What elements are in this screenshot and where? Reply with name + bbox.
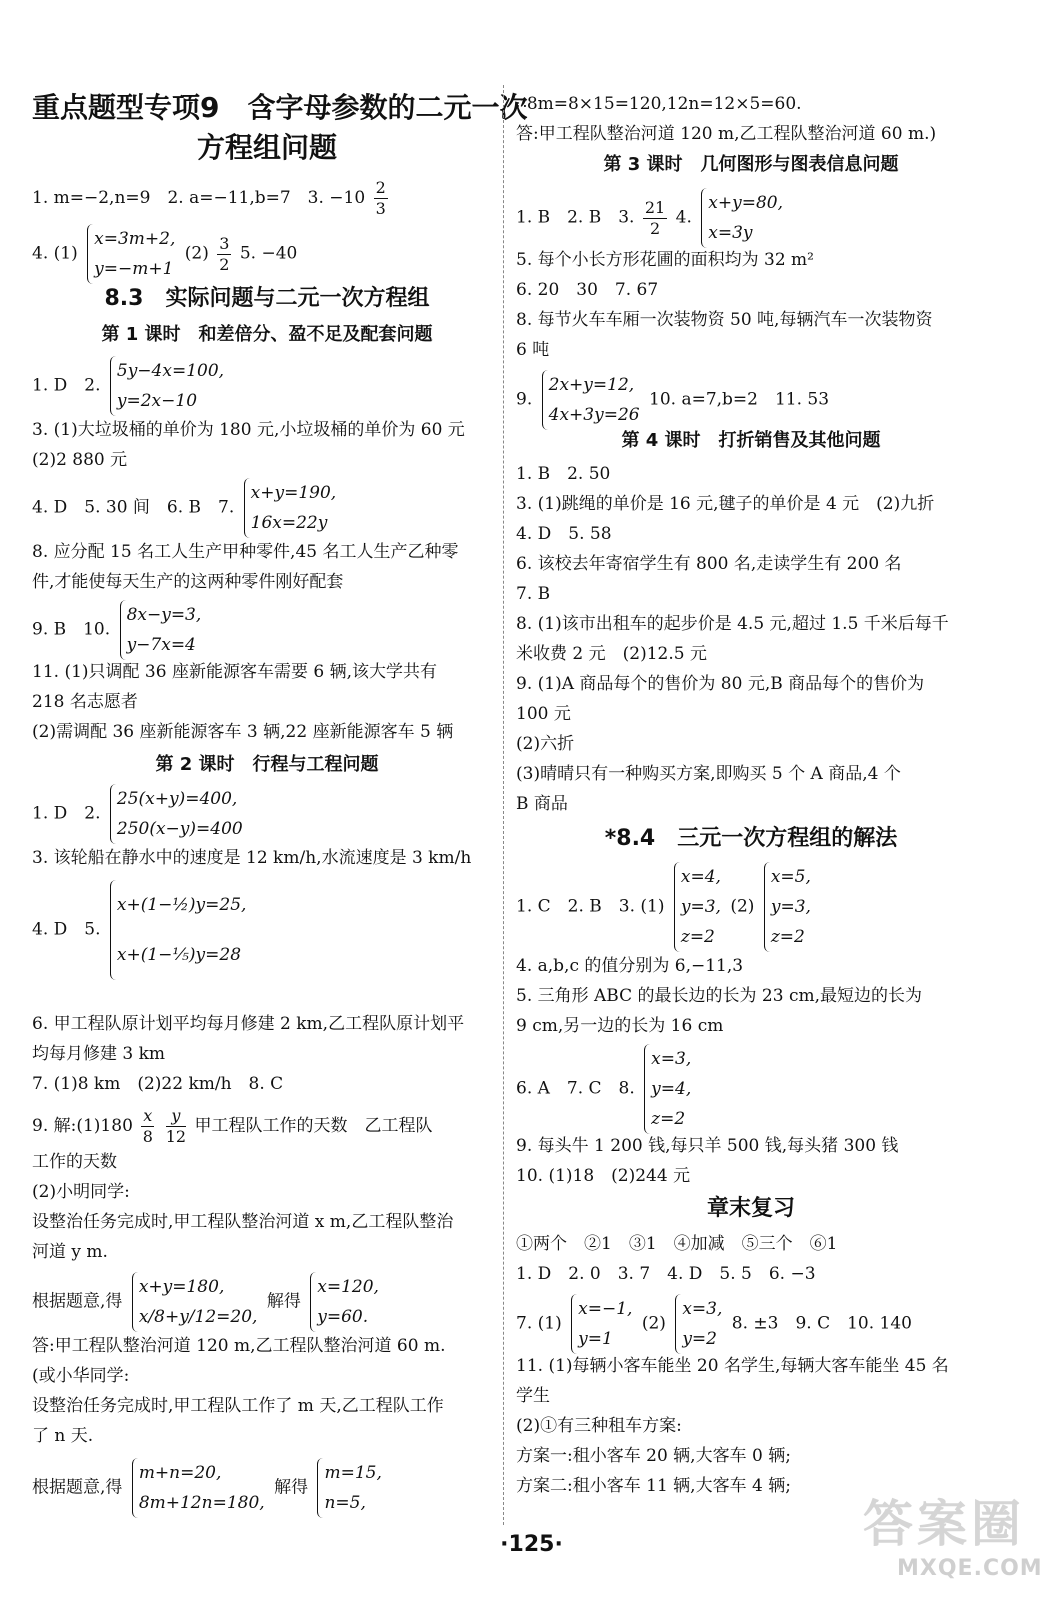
answer-line: 根据题意,得 x+y=180, x/8+y/12=20, 解得 x=120, y=60. — [32, 1272, 383, 1332]
answer-line: 了 n 天. — [32, 1426, 94, 1446]
answer-line: 设整治任务完成时,甲工程队整治河道 x m,乙工程队整治 — [32, 1212, 454, 1232]
page-number: ·125· — [500, 1532, 563, 1557]
lesson-3-title: 第 3 课时 几何图形与图表信息问题 — [603, 154, 899, 175]
answer-line: (2)小明同学: — [32, 1182, 130, 1202]
answer-line: 11. (1)每辆小客车能坐 20 名学生,每辆大客车能坐 45 名 — [516, 1356, 949, 1376]
answer-line: 方案一:租小客车 20 辆,大客车 0 辆; — [516, 1446, 791, 1466]
watermark-text: 答案圈 — [863, 1495, 1025, 1553]
answer-line: 3. (1)大垃圾桶的单价为 180 元,小垃圾桶的单价为 60 元 — [32, 420, 465, 440]
answer-line: 4. D 5. x+(1−½)y=25, x+(1−⅕)y=28 — [32, 880, 250, 980]
answer-line: 9. B 10. 8x−y=3, y−7x=4 — [32, 600, 205, 660]
answer-line: 5. 三角形 ABC 的最长边的长为 23 cm,最短边的长为 — [516, 986, 923, 1006]
answer-line: 4. D 5. 58 — [516, 524, 612, 544]
answer-line: 工作的天数 — [32, 1152, 117, 1172]
answer-line: 4. D 5. 30 间 6. B 7. x+y=190, 16x=22y — [32, 478, 340, 538]
answer-line: 8. 每节火车车厢一次装物资 50 吨,每辆汽车一次装物资 — [516, 310, 933, 330]
answer-line: 1. m=−2,n=9 2. a=−11,b=7 3. −10 $\frac{2}{3}$ — [32, 178, 386, 218]
answer-line: (2)六折 — [516, 734, 575, 754]
answer-line: 1. D 2. 5y−4x=100, y=2x−10 — [32, 356, 228, 416]
answer-line: 答:甲工程队整治河道 120 m,乙工程队整治河道 60 m.) — [516, 124, 937, 144]
answer-line: 9. 解:(1)180 $\frac{x}{8}$ $\frac{y}{12}$ 甲工程队工作的天数 乙工程队 — [32, 1106, 433, 1146]
answer-line: 方案二:租小客车 11 辆,大客车 4 辆; — [516, 1476, 791, 1496]
answer-line: 均每月修建 3 km — [32, 1044, 166, 1064]
answer-line: 6. A 7. C 8. x=3, y=4, z=2 — [516, 1044, 695, 1134]
special-topic-title-line2: 方程组问题 — [196, 131, 337, 164]
column-divider — [503, 85, 504, 1525]
answer-line: 9. 每头牛 1 200 钱,每只羊 500 钱,每头猪 300 钱 — [516, 1136, 899, 1156]
answer-line: 6. 该校去年寄宿学生有 800 名,走读学生有 200 名 — [516, 554, 902, 574]
answer-line: 6. 20 30 7. 67 — [516, 280, 659, 300]
answer-line: 8. (1)该市出租车的起步价是 4.5 元,超过 1.5 千米后每千 — [516, 614, 949, 634]
answer-line: 3. (1)跳绳的单价是 16 元,毽子的单价是 4 元 (2)九折 — [516, 494, 935, 514]
answer-line: 8. 应分配 15 名工人生产甲种零件,45 名工人生产乙种零 — [32, 542, 459, 562]
answer-line: 7. (1)8 km (2)22 km/h 8. C — [32, 1074, 284, 1094]
answer-line: 1. B 2. 50 — [516, 464, 611, 484]
lesson-2-title: 第 2 课时 行程与工程问题 — [155, 754, 379, 775]
answer-line: 7. B — [516, 584, 551, 604]
answer-line: 6 吨 — [516, 340, 550, 360]
answer-line: 10. (1)18 (2)244 元 — [516, 1166, 691, 1186]
answer-line: 答:甲工程队整治河道 120 m,乙工程队整治河道 60 m. — [32, 1336, 446, 1356]
answer-line: 11. (1)只调配 36 座新能源客车需要 6 辆,该大学共有 — [32, 662, 437, 682]
answer-line: (或小华同学: — [32, 1366, 130, 1386]
answer-line: B 商品 — [516, 794, 568, 814]
lesson-1-title: 第 1 课时 和差倍分、盈不足及配套问题 — [101, 324, 433, 345]
answer-line: 设整治任务完成时,甲工程队工作了 m 天,乙工程队工作 — [32, 1396, 444, 1416]
answer-line: 1. D 2. 0 3. 7 4. D 5. 5 6. −3 — [516, 1264, 816, 1284]
answer-line: 1. B 2. B 3. $\frac{21}{2}$ 4. x+y=80, x=3y — [516, 188, 787, 248]
answer-line: 河道 y m. — [32, 1242, 108, 1262]
answer-line: ∴8m=8×15=120,12n=12×5=60. — [516, 94, 802, 114]
answer-line: 9 cm,另一边的长为 16 cm — [516, 1016, 724, 1036]
watermark-url: MXQE.COM — [897, 1556, 1043, 1581]
answer-line: (2)需调配 36 座新能源客车 3 辆,22 座新能源客车 5 辆 — [32, 722, 454, 742]
section-8-4-title: *8.4 三元一次方程组的解法 — [604, 826, 898, 851]
answer-line: 件,才能使每天生产的这两种零件刚好配套 — [32, 572, 344, 592]
answer-line: 1. D 2. 25(x+y)=400, 250(x−y)=400 — [32, 784, 247, 844]
answer-line: 1. C 2. B 3. (1) x=4, y=3, z=2 (2) x=5, y=3, z=2 — [516, 862, 815, 952]
answer-line: 9. 2x+y=12, 4x+3y=26 10. a=7,b=2 11. 53 — [516, 370, 829, 430]
answer-line: 5. 每个小长方形花圃的面积均为 32 m² — [516, 250, 814, 270]
answer-line: 米收费 2 元 (2)12.5 元 — [516, 644, 707, 664]
special-topic-title-line1: 重点题型专项9 含字母参数的二元一次 — [32, 91, 528, 124]
answer-line: 根据题意,得 m+n=20, 8m+12n=180, 解得 m=15, n=5, — [32, 1458, 386, 1518]
watermark-logo — [841, 1480, 1051, 1590]
answer-line: 218 名志愿者 — [32, 692, 138, 712]
answer-line: 4. a,b,c 的值分别为 6,−11,3 — [516, 956, 744, 976]
answer-line: 6. 甲工程队原计划平均每月修建 2 km,乙工程队原计划平 — [32, 1014, 465, 1034]
answer-line: 学生 — [516, 1386, 550, 1406]
answer-line: (2)2 880 元 — [32, 450, 128, 470]
answer-line: 9. (1)A 商品每个的售价为 80 元,B 商品每个的售价为 — [516, 674, 925, 694]
chapter-review-title: 章末复习 — [706, 1196, 795, 1221]
lesson-4-title: 第 4 课时 打折销售及其他问题 — [621, 430, 881, 451]
answer-line: 4. (1) x=3m+2, y=−m+1 (2) $\frac{3}{2}$ 5. −40 — [32, 224, 297, 284]
answer-line: 100 元 — [516, 704, 571, 724]
answer-line: (2)①有三种租车方案: — [516, 1416, 682, 1436]
answer-line: ①两个 ②1 ③1 ④加减 ⑤三个 ⑥1 — [516, 1234, 838, 1254]
section-8-3-title: 8.3 实际问题与二元一次方程组 — [104, 286, 430, 311]
answer-line: (3)晴晴只有一种购买方案,即购买 5 个 A 商品,4 个 — [516, 764, 901, 784]
answer-line: 7. (1) x=−1, y=1 (2) x=3, y=2 8. ±3 9. C 10. 140 — [516, 1294, 912, 1354]
answer-line: 3. 该轮船在静水中的速度是 12 km/h,水流速度是 3 km/h — [32, 848, 472, 868]
